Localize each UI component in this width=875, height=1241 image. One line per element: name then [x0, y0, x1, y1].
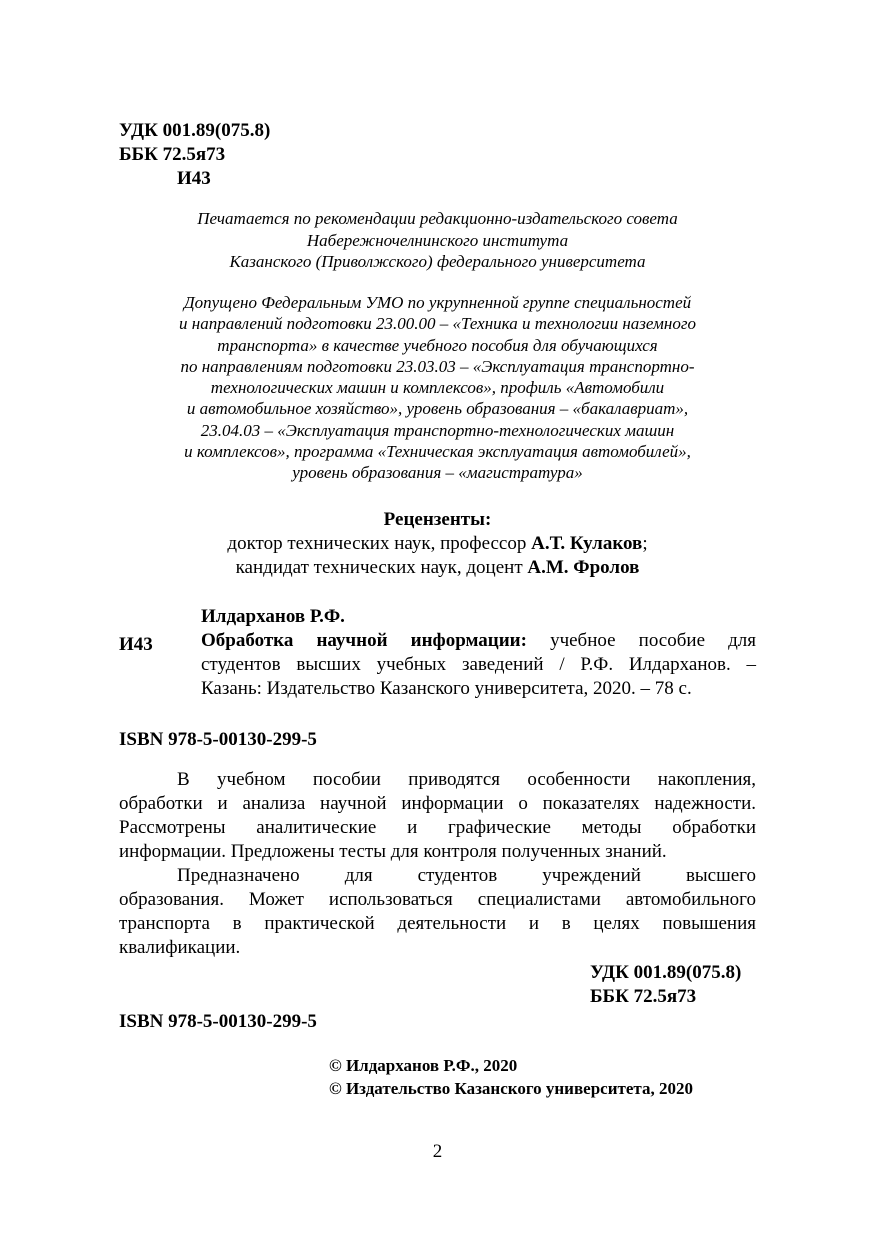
recommendation-line: Казанского (Приволжского) федерального университета	[229, 252, 646, 271]
annotation	[119, 768, 756, 960]
book-type: учебное пособие для	[526, 630, 756, 651]
copyright-publisher: © Издательство Казанского университета, 2020	[329, 1079, 693, 1098]
bibliography-code: И43	[119, 634, 153, 655]
publication-recommendation	[100, 208, 775, 273]
approval-line: и направлений подготовки 23.00.00 – «Техника и технологии наземного	[179, 314, 696, 334]
reviewer-2	[100, 556, 775, 580]
bibliography-description	[201, 629, 756, 701]
reviewer-1-suffix: ;	[642, 533, 648, 554]
page-number: 2	[432, 1141, 443, 1162]
udk-code-bottom: УДК 001.89(075.8)	[590, 962, 742, 983]
reviewers-section	[100, 508, 775, 580]
annotation-line: обработки и анализа научной информации о показателях надежности.	[119, 793, 756, 814]
copyright-block	[329, 1054, 693, 1100]
classification-codes-top	[119, 119, 270, 191]
classification-codes-bottom	[590, 961, 741, 1009]
approval-line: и автомобильное хозяйство», уровень образования – «бакалавриат»,	[186, 399, 689, 419]
author-mark-code: И43	[177, 168, 211, 189]
bibliography-line-3: Казань: Издательство Казанского университета, 2020. – 78 с.	[201, 678, 692, 699]
approval-line: транспорта» в качестве учебного пособия для обучающихся	[217, 335, 658, 355]
approval-line: технологических машин и комплексов», профиль «Автомобили	[210, 378, 665, 398]
annotation-line: информации. Предложены тесты для контроля полученных знаний.	[119, 841, 667, 862]
recommendation-line: Печатается по рекомендации редакционно-издательского совета	[197, 209, 678, 228]
isbn-top: ISBN 978-5-00130-299-5	[119, 729, 317, 750]
annotation-line: Рассмотрены аналитические и графические методы обработки	[119, 817, 756, 838]
annotation-line: образования. Может использоваться специалистами автомобильного	[119, 889, 756, 910]
approval-line: по направлениям подготовки 23.03.03 – «Эксплуатация транспортно-	[180, 356, 695, 376]
copyright-author: © Илдарханов Р.Ф., 2020	[329, 1056, 518, 1075]
approval-line: 23.04.03 – «Эксплуатация транспортно-технологических машин	[200, 420, 675, 440]
isbn-bottom: ISBN 978-5-00130-299-5	[119, 1011, 317, 1032]
reviewer-1-name: А.Т. Кулаков	[531, 533, 643, 554]
bibliography-line-1	[201, 629, 756, 653]
bibliography-author: Илдарханов Р.Ф.	[201, 606, 345, 627]
udk-code: УДК 001.89(075.8)	[119, 120, 271, 141]
bbk-code-bottom: ББК 72.5я73	[590, 986, 697, 1007]
bibliography-line-2: студентов высших учебных заведений / Р.Ф. Илдарханов. –	[201, 654, 756, 675]
reviewer-2-degree: кандидат технических наук, доцент	[235, 557, 528, 578]
recommendation-line: Набережночелнинского института	[306, 230, 569, 250]
bbk-code: ББК 72.5я73	[119, 144, 226, 165]
approval-line: Допущено Федеральным УМО по укрупненной группе специальностей	[183, 293, 692, 312]
annotation-line: В учебном пособии приводятся особенности накопления,	[177, 769, 756, 790]
annotation-line: квалификации.	[119, 937, 241, 958]
approval-line: и комплексов», программа «Техническая эксплуатация автомобилей»,	[184, 442, 691, 462]
reviewer-1	[100, 532, 775, 556]
approval-line: уровень образования – «магистратура»	[292, 463, 583, 483]
annotation-line: транспорта в практической деятельности и в целях повышения	[119, 913, 756, 934]
umo-approval	[100, 292, 775, 484]
reviewers-title: Рецензенты:	[383, 509, 492, 530]
book-title: Обработка научной информации:	[201, 630, 527, 651]
reviewer-2-name: А.М. Фролов	[527, 557, 640, 578]
annotation-line: Предназначено для студентов учреждений высшего	[177, 865, 756, 886]
reviewer-1-degree: доктор технических наук, профессор	[227, 533, 532, 554]
